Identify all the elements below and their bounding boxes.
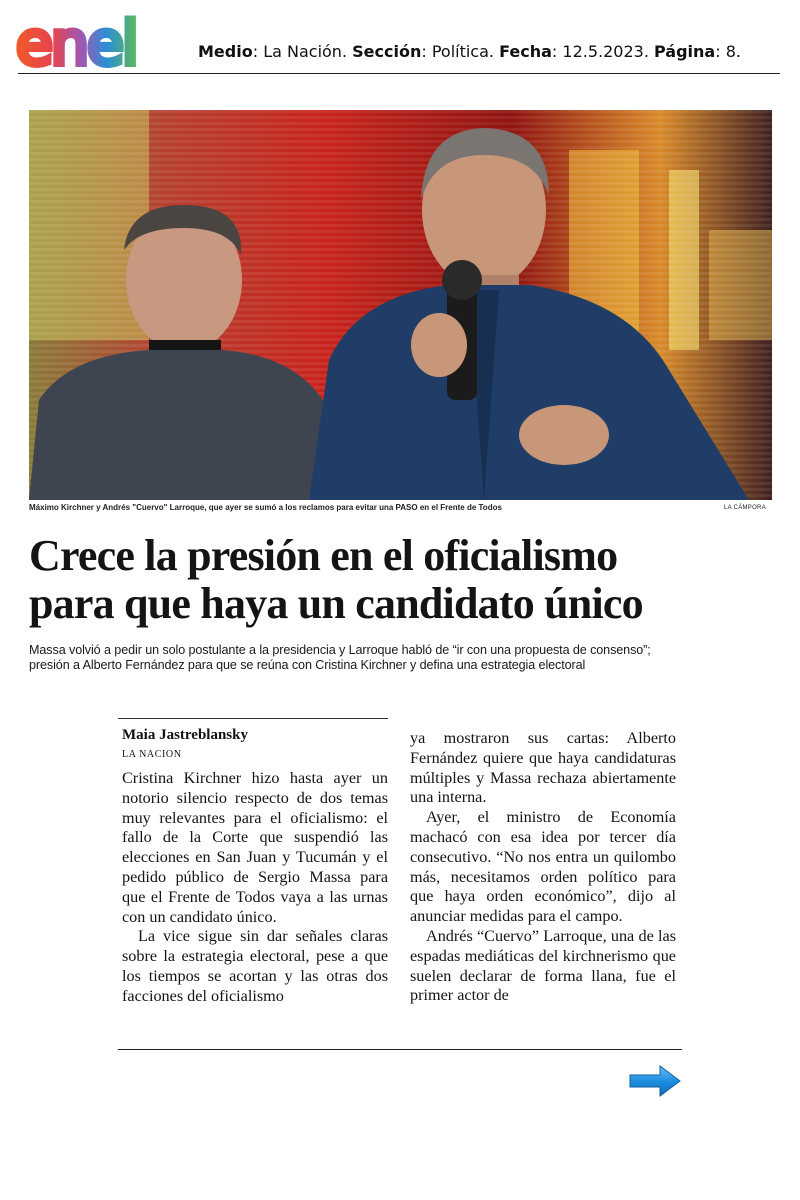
headline-line-2: para que haya un candidato único: [29, 579, 643, 628]
photo-caption-text: Máximo Kirchner y Andrés "Cuervo" Larroque, que ayer se sumó a los reclamos para evitar una PASO en el Frente de Todos: [29, 503, 502, 512]
medio-value: La Nación.: [263, 42, 348, 61]
byline-divider: [118, 718, 388, 719]
seccion-label: Sección: [352, 42, 422, 61]
subhead-line-2: presión a Alberto Fernández para que se reúna con Cristina Kirchner y defina una estrategia electoral: [29, 658, 586, 672]
article-headline: [29, 532, 789, 628]
photo-credit: LA CÁMPORA: [723, 505, 766, 511]
paragraph: Ayer, el ministro de Economía machacó con esa idea por tercer día consecutivo. “No nos entra un quilombo más, necesitamos orden político para que haya orden económico”, dijo al anunciar medidas para el campo.: [410, 808, 676, 926]
photo-caption: [29, 503, 772, 517]
author-name: Maia Jastreblansky: [122, 727, 248, 743]
pagina-label: Página: [654, 42, 716, 61]
svg-text:enel: enel: [16, 9, 137, 72]
medio-label: Medio: [198, 42, 253, 61]
subhead-line-1: Massa volvió a pedir un solo postulante a la presidencia y Larroque habló de “ir con una propuesta de consenso”;: [29, 643, 651, 657]
pagina-value: 8.: [725, 42, 741, 61]
photo-illustration: [29, 110, 772, 500]
article-end-divider: [118, 1049, 682, 1050]
headline-line-1: Crece la presión en el oficialismo: [29, 531, 618, 580]
enel-logo: [14, 6, 184, 72]
paragraph: Cristina Kirchner hizo hasta ayer un notorio silencio respecto de dos temas muy relevantes para el oficialismo: el fallo de la Corte que suspendió las elecciones en San Juan y Tucumán y el pedido público de Sergio Massa para que el Frente de Todos vaya a las urnas con un candidato único.: [122, 769, 388, 926]
article-subheadline: [29, 643, 789, 673]
paragraph: Andrés “Cuervo” Larroque, una de las espadas mediáticas del kirchnerismo que suelen declarar de forma llana, fue el primer actor de: [410, 926, 676, 1005]
article-photo: [29, 110, 772, 500]
clipping-metadata: Medio: La Nación. Sección: Política. Fecha: 12.5.2023. Página: 8.: [198, 42, 741, 61]
article-column-right: [410, 729, 676, 1006]
paragraph: ya mostraron sus cartas: Alberto Fernández quiere que haya candidaturas múltiples y Massa rechaza abiertamente una interna.: [410, 729, 676, 807]
paragraph: La vice sigue sin dar señales claras sobre la estrategia electoral, pese a que los tiempos se acortan y las otras dos facciones del oficialismo: [122, 927, 388, 1005]
author-outlet: LA NACION: [122, 749, 182, 760]
header-divider: [18, 73, 780, 74]
article-column-left: [122, 769, 388, 1007]
fecha-value: 12.5.2023.: [562, 42, 649, 61]
right-arrow-icon[interactable]: [628, 1064, 682, 1098]
fecha-label: Fecha: [499, 42, 552, 61]
seccion-value: Política.: [431, 42, 494, 61]
